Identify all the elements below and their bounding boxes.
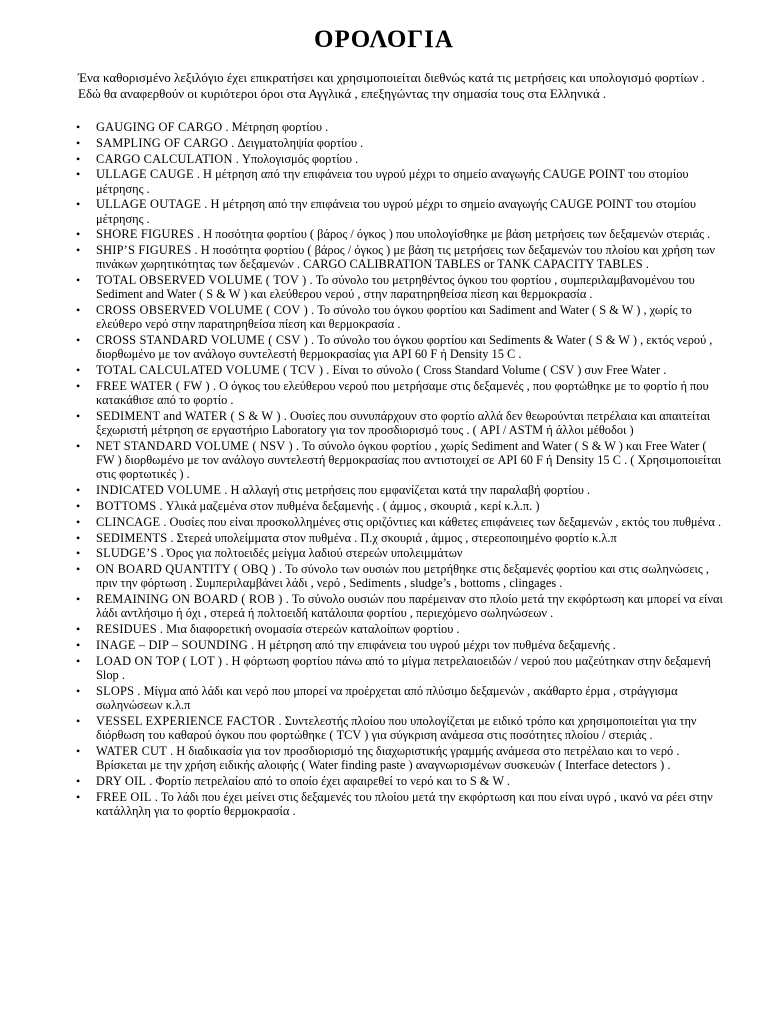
term-name: GAUGING OF CARGO <box>96 120 223 134</box>
term-definition: . Η φόρτωση φορτίου πάνω από το μίγμα πετρελαιοειδών / νερού που μαζεύτηκαν στην δεξαμενή Slop . <box>96 653 711 682</box>
term-definition: . Υλικά μαζεμένα στον πυθμένα δεξαμενής . ( άμμος , σκουριά , κερί κ.λ.π. ) <box>156 498 540 513</box>
bullet-icon: • <box>76 408 81 423</box>
term-name: FREE WATER ( FW ) <box>96 378 210 393</box>
term-name: TOTAL OBSERVED VOLUME ( TOV ) <box>96 273 307 288</box>
term-name: LOAD ON TOP ( LOT ) <box>96 653 223 668</box>
term-name: ON BOARD QUANTITY ( OBQ ) <box>96 562 276 577</box>
list-item <box>78 499 726 513</box>
term-definition: . Η μέτρηση από την επιφάνεια του υγρού μέχρι το σημείο αναγωγής CAUGE POINT του στομίου μέτρησης . <box>96 197 697 226</box>
term-name: INDICATED VOLUME <box>96 483 222 498</box>
list-item <box>78 197 726 225</box>
term-definition: . Μια διαφορετική ονομασία στερεών καταλοίπων φορτίου . <box>156 622 460 637</box>
term-name: BOTTOMS <box>96 498 157 513</box>
bullet-icon: • <box>76 562 81 577</box>
bullet-icon: • <box>76 303 81 318</box>
list-item <box>78 136 726 150</box>
term-definition: . Το σύνολο ουσιών που παρέμειναν στο πλοίο μετά την εκφόρτωση και μπορεί να είναι λάδι αντλήσιμο ή όχι , στερεά ή πολτοειδή κατάλοιπα φορτίου , περιεχόμενο σωληνώσεων . <box>96 592 723 621</box>
list-item <box>78 714 726 742</box>
term-definition: . Ουσίες που είναι προσκολλημένες στις οριζόντιες και κάθετες επιφάνειες των δεξαμενών , εκτός του πυθμένα . <box>160 514 722 529</box>
bullet-icon: • <box>76 773 81 788</box>
term-name: SAMPLING OF CARGO <box>96 135 229 150</box>
term-name: CLINCAGE <box>96 514 161 529</box>
term-name: SEDIMENTS <box>96 530 168 545</box>
bullet-icon: • <box>76 120 81 134</box>
list-item <box>78 562 726 590</box>
list-item <box>78 654 726 682</box>
list-item <box>78 439 726 482</box>
list-item <box>78 774 726 788</box>
term-name: INAGE – DIP – SOUNDING <box>96 637 248 652</box>
term-name: CROSS STANDARD VOLUME ( CSV ) <box>96 333 308 348</box>
bullet-icon: • <box>76 227 81 242</box>
term-definition: . Φορτίο πετρελαίου από το οποίο έχει αφαιρεθεί το νερό και το S & W . <box>146 773 510 788</box>
list-item <box>78 546 726 560</box>
list-item <box>78 409 726 437</box>
term-name: REMAINING ON BOARD ( ROB ) <box>96 592 283 607</box>
term-name: SHIP’S FIGURES <box>96 243 192 258</box>
term-definition: . Δειγματοληψία φορτίου . <box>228 135 364 150</box>
bullet-icon: • <box>76 167 81 182</box>
term-name: ULLAGE CAUGE <box>96 167 194 182</box>
list-item <box>78 167 726 195</box>
term-definition: . Συντελεστής πλοίου που υπολογίζεται με ειδικό τρόπο και χρησιμοποιείται για την διόρθωση του καθαρού όγκου που φορτώθηκε ( TCV ) για σύγκριση ανάμεσα στις ποσότητες πλοίου / στεριάς . <box>96 713 697 742</box>
bullet-icon: • <box>76 273 81 288</box>
terms-list <box>78 120 726 820</box>
bullet-icon: • <box>76 363 81 378</box>
list-item <box>78 483 726 497</box>
term-name: SLOPS <box>96 683 135 698</box>
list-item <box>78 363 726 377</box>
bullet-icon: • <box>76 483 81 498</box>
list-item <box>78 515 726 529</box>
list-item <box>78 120 726 134</box>
term-definition: . Ουσίες που συνυπάρχουν στο φορτίο αλλά δεν θεωρούνται πετρέλαια και απαιτείται ξεχωριστή μέτρηση σε εργαστήριο Laboratory για τον προσδιορισμό τους . ( API / ASTM ή άλλοι μέθοδοι ) <box>96 408 711 438</box>
list-item <box>78 744 726 772</box>
list-item <box>78 227 726 241</box>
term-name: SHORE FIGURES <box>96 227 194 242</box>
list-item <box>78 790 726 818</box>
bullet-icon: • <box>76 546 81 561</box>
term-name: CROSS OBSERVED VOLUME ( COV ) <box>96 303 308 318</box>
term-definition: . Το σύνολο των ουσιών που μετρήθηκε στις δεξαμενές φορτίου και στις σωληνώσεις , πριν την φόρτωση . Συμπεριλαμβάνει λάδι , νερό , Sediments , sludge’s , bottoms , clingages . <box>96 562 709 591</box>
term-definition: . Το σύνολο του όγκου φορτίου και Sadiment and Water ( S & W ) , χωρίς το ελεύθερο νερό στην παρατηρηθείσα πίεση και θερμοκρασία . <box>96 303 692 332</box>
term-definition: . Η μέτρηση από την επιφάνεια του υγρού μέχρι τον πυθμένα δεξαμενής . <box>247 637 616 652</box>
term-definition: . Ο όγκος του ελεύθερου νερού που μετρήσαμε στις δεξαμενές , που φορτώθηκε με το φορτίο ή που κατακάθισε από το φορτίο . <box>96 378 709 408</box>
list-item <box>78 684 726 712</box>
term-definition: . Το λάδι που έχει μείνει στις δεξαμενές του πλοίου μετά την εκφόρτωση και που είναι υγρό , ικανό να ρέει στην κατάλληλη για το φορτίο θερμοκρασία . <box>96 789 713 818</box>
list-item <box>78 531 726 545</box>
list-item <box>78 379 726 407</box>
bullet-icon: • <box>76 197 81 212</box>
term-name: TOTAL CALCULATED VOLUME ( TCV ) <box>96 363 324 378</box>
bullet-icon: • <box>76 592 81 607</box>
bullet-icon: • <box>76 622 81 637</box>
term-name: NET STANDARD VOLUME ( NSV ) <box>96 438 293 453</box>
list-item <box>78 622 726 636</box>
bullet-icon: • <box>76 653 81 668</box>
bullet-icon: • <box>76 789 81 804</box>
term-definition: . Είναι το σύνολο ( Cross Standard Volume ( CSV ) συν Free Water . <box>323 363 667 378</box>
term-name: RESIDUES <box>96 622 157 637</box>
term-definition: . Μέτρηση φορτίου . <box>222 120 329 134</box>
term-name: ULLAGE OUTAGE <box>96 197 202 212</box>
term-definition: . Η ποσότητα φορτίου ( βάρος / όγκος ) που υπολογίσθηκε με βάση μετρήσεις των δεξαμενών στεριάς . <box>193 227 711 242</box>
term-definition: . Στερεά υπολείμματα στον πυθμένα . Π.χ σκουριά , άμμος , στερεοποιημένο φορτίο κ.λ.π <box>167 530 617 545</box>
term-name: DRY OIL <box>96 773 147 788</box>
list-item <box>78 592 726 620</box>
bullet-icon: • <box>76 713 81 728</box>
term-definition: . Υπολογισμός φορτίου . <box>232 151 359 166</box>
term-name: VESSEL EXPERIENCE FACTOR <box>96 713 276 728</box>
term-definition: . Όρος για πολτοειδές μείγμα λαδιού στερεών υπολειμμάτων <box>157 546 463 561</box>
term-definition: . Η αλλαγή στις μετρήσεις που εμφανίζεται κατά την παραλαβή φορτίου . <box>221 483 591 498</box>
term-definition: . Το σύνολο όγκου φορτίου , χωρίς Sediment and Water ( S & W ) και Free Water ( FW ) διορθωμένο με τον ανάλογο συντελεστή θερμοκρασίας που αντιστοιχεί σε API 60 F ή Density 15 C . ( Χρησιμοποιείται στις φορτωτικές ) . <box>96 438 722 482</box>
bullet-icon: • <box>76 438 81 453</box>
term-name: SLUDGE’S <box>96 546 158 561</box>
bullet-icon: • <box>76 243 81 258</box>
list-item <box>78 303 726 331</box>
page-title: ΟΡΟΛΟΓΙΑ <box>314 26 454 53</box>
bullet-icon: • <box>76 378 81 393</box>
bullet-icon: • <box>76 743 81 758</box>
term-definition: . Η διαδικασία για τον προσδιορισμό της διαχωριστικής γραμμής ανάμεσα στο πετρέλαιο και το νερό . Βρίσκεται με την χρήση ειδικής αλοιφής ( Water finding paste ) αναγνωρισμένων συσκευών ( Interface detectors ) . <box>96 743 680 772</box>
term-definition: . Η ποσότητα φορτίου ( βάρος / όγκος ) με βάση τις μετρήσεις των δεξαμενών του πλοίου και χρήση των πινάκων χωρητικότητας των δεξαμενών . CARGO CALIBRATION TABLES or TANK CAPACITY TABLES . <box>96 243 715 272</box>
term-name: CARGO CALCULATION <box>96 151 233 166</box>
term-definition: . Μίγμα από λάδι και νερό που μπορεί να προέρχεται από πλύσιμο δεξαμενών , ακάθαρτο έρμα , στράγγισμα σωληνώσεων κ.λ.π <box>96 683 678 712</box>
bullet-icon: • <box>76 135 81 150</box>
bullet-icon: • <box>76 498 81 513</box>
list-item <box>78 243 726 271</box>
term-name: WATER CUT <box>96 743 167 758</box>
term-definition: . Το σύνολο του όγκου φορτίου και Sediments & Water ( S & W ) , εκτός νερού , διορθωμένο με τον ανάλογο συντελεστή θερμοκρασίας για API 60 F ή Density 15 C . <box>96 333 713 362</box>
intro-paragraph: Ένα καθορισμένο λεξιλόγιο έχει επικρατήσει και χρησιμοποιείται διεθνώς κατά τις μετρήσεις και υπολογισμό φορτίων . Εδώ θα αναφερθούν οι κυριότεροι όροι στα Αγγλικά , επεξηγώντας την σημασία τους στα Ελληνικά . <box>78 70 705 101</box>
term-definition: . Η μέτρηση από την επιφάνεια του υγρού μέχρι το σημείο αναγωγής CAUGE POINT του στομίου μέτρησης . <box>96 167 689 196</box>
list-item <box>78 638 726 652</box>
bullet-icon: • <box>76 514 81 529</box>
bullet-icon: • <box>76 333 81 348</box>
bullet-icon: • <box>76 530 81 545</box>
term-name: SEDIMENT and WATER ( S & W ) <box>96 408 281 423</box>
bullet-icon: • <box>76 683 81 698</box>
list-item <box>78 152 726 166</box>
term-definition: . Το σύνολο του μετρηθέντος όγκου του φορτίου , συμπεριλαμβανομένου του Sediment and Water ( S & W ) και ελεύθερου νερού , στην παρατηρηθείσα πίεση και θερμοκρασία . <box>96 273 695 302</box>
list-item <box>78 273 726 301</box>
term-name: FREE OIL <box>96 789 152 804</box>
bullet-icon: • <box>76 637 81 652</box>
bullet-icon: • <box>76 151 81 166</box>
list-item <box>78 333 726 361</box>
